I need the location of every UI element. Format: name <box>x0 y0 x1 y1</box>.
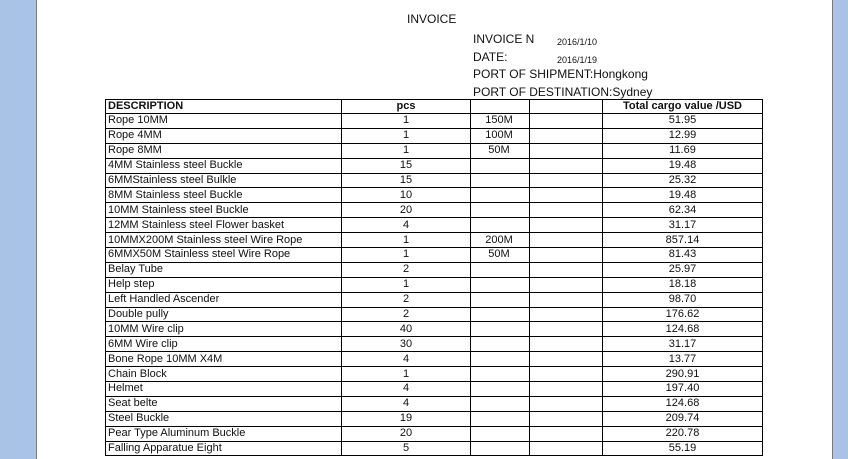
cell-length <box>471 307 530 322</box>
cell-pcs: 1 <box>342 128 471 143</box>
cell-length <box>471 441 530 456</box>
cell-pcs: 15 <box>342 158 471 173</box>
cell-description: Double pully <box>106 307 342 322</box>
cell-total: 209.74 <box>603 411 763 426</box>
cell-total: 31.17 <box>603 337 763 352</box>
table-header-row <box>106 100 763 114</box>
cell-blank <box>530 337 603 352</box>
cell-total: 124.68 <box>603 396 763 411</box>
table-row <box>106 128 763 143</box>
port-of-shipment: PORT OF SHIPMENT:Hongkong <box>473 67 648 81</box>
cell-description: 10MM Wire clip <box>106 322 342 337</box>
cell-blank <box>530 114 603 129</box>
cell-blank <box>530 292 603 307</box>
cell-description: 6MM Wire clip <box>106 337 342 352</box>
cell-length: 50M <box>471 248 530 263</box>
cell-pcs: 10 <box>342 188 471 203</box>
cell-total: 12.99 <box>603 128 763 143</box>
table-row <box>106 203 763 218</box>
header-blank <box>530 100 603 114</box>
cell-total: 25.97 <box>603 262 763 277</box>
cell-description: Falling Apparatue Eight <box>106 441 342 456</box>
table-row <box>106 233 763 248</box>
cell-description: 6MMX50M Stainless steel Wire Rope <box>106 248 342 263</box>
cell-blank <box>530 396 603 411</box>
cell-blank <box>530 128 603 143</box>
cell-description: 10MM Stainless steel Buckle <box>106 203 342 218</box>
cell-pcs: 2 <box>342 307 471 322</box>
port-of-destination: PORT OF DESTINATION:Sydney <box>473 85 653 99</box>
cell-blank <box>530 367 603 382</box>
cell-pcs: 40 <box>342 322 471 337</box>
header-description: DESCRIPTION <box>106 100 342 114</box>
cell-length <box>471 382 530 397</box>
table-row <box>106 426 763 441</box>
cell-blank <box>530 426 603 441</box>
cell-pcs: 20 <box>342 203 471 218</box>
cell-total: 13.77 <box>603 352 763 367</box>
cell-total: 220.78 <box>603 426 763 441</box>
cell-total: 31.17 <box>603 218 763 233</box>
date-value: 2016/1/19 <box>557 55 598 65</box>
cell-pcs: 1 <box>342 277 471 292</box>
cell-total: 18.18 <box>603 277 763 292</box>
cell-length <box>471 292 530 307</box>
cell-blank <box>530 143 603 158</box>
cell-length: 150M <box>471 114 530 129</box>
table-row <box>106 173 763 188</box>
cell-description: 10MMX200M Stainless steel Wire Rope <box>106 233 342 248</box>
cell-length <box>471 203 530 218</box>
cell-pcs: 1 <box>342 233 471 248</box>
cell-pcs: 2 <box>342 262 471 277</box>
cell-length <box>471 188 530 203</box>
cell-pcs: 2 <box>342 292 471 307</box>
cell-pcs: 4 <box>342 396 471 411</box>
cell-total: 51.95 <box>603 114 763 129</box>
table-row <box>106 114 763 129</box>
cell-pcs: 30 <box>342 337 471 352</box>
cell-blank <box>530 188 603 203</box>
cell-blank <box>530 352 603 367</box>
cell-total: 176.62 <box>603 307 763 322</box>
cell-total: 62.34 <box>603 203 763 218</box>
cell-blank <box>530 307 603 322</box>
cell-total: 55.19 <box>603 441 763 456</box>
cell-description: 12MM Stainless steel Flower basket <box>106 218 342 233</box>
cell-total: 197.40 <box>603 382 763 397</box>
cell-description: 8MM Stainless steel Buckle <box>106 188 342 203</box>
cell-description: 4MM Stainless steel Buckle <box>106 158 342 173</box>
cell-total: 98.70 <box>603 292 763 307</box>
cell-description: Rope 4MM <box>106 128 342 143</box>
invoice-number-label: INVOICE N <box>473 32 535 46</box>
cell-length <box>471 173 530 188</box>
cell-length <box>471 322 530 337</box>
table-row <box>106 143 763 158</box>
cell-blank <box>530 248 603 263</box>
cell-length: 200M <box>471 233 530 248</box>
cell-length <box>471 411 530 426</box>
cell-total: 857.14 <box>603 233 763 248</box>
table-row <box>106 322 763 337</box>
cell-blank <box>530 411 603 426</box>
cell-pcs: 1 <box>342 143 471 158</box>
cell-length <box>471 262 530 277</box>
cell-length: 50M <box>471 143 530 158</box>
cell-blank <box>530 322 603 337</box>
cell-description: Seat belte <box>106 396 342 411</box>
cell-blank <box>530 262 603 277</box>
table-row <box>106 307 763 322</box>
cell-total: 124.68 <box>603 322 763 337</box>
table-row <box>106 158 763 173</box>
cell-description: 6MMStainless steel Bulkle <box>106 173 342 188</box>
cargo-table <box>105 99 763 456</box>
table-row <box>106 188 763 203</box>
cell-pcs: 4 <box>342 218 471 233</box>
table-row <box>106 367 763 382</box>
cell-length <box>471 396 530 411</box>
table-row <box>106 248 763 263</box>
cell-description: Rope 8MM <box>106 143 342 158</box>
table-row <box>106 352 763 367</box>
header-pcs: pcs <box>342 100 471 114</box>
cell-description: Bone Rope 10MM X4M <box>106 352 342 367</box>
cell-pcs: 20 <box>342 426 471 441</box>
table-row <box>106 382 763 397</box>
cell-blank <box>530 382 603 397</box>
cell-pcs: 1 <box>342 248 471 263</box>
cell-description: Chain Block <box>106 367 342 382</box>
invoice-title: INVOICE <box>407 12 457 26</box>
invoice-sheet <box>36 0 833 459</box>
table-row <box>106 411 763 426</box>
date-label: DATE: <box>473 50 508 64</box>
cell-pcs: 19 <box>342 411 471 426</box>
cell-blank <box>530 173 603 188</box>
invoice-number-date: 2016/1/10 <box>557 37 598 47</box>
header-length <box>471 100 530 114</box>
cell-length <box>471 367 530 382</box>
cell-blank <box>530 441 603 456</box>
header-total-cargo-value: Total cargo value /USD <box>603 100 763 114</box>
cell-total: 25.32 <box>603 173 763 188</box>
table-row <box>106 396 763 411</box>
cell-pcs: 4 <box>342 382 471 397</box>
cell-description: Left Handled Ascender <box>106 292 342 307</box>
cell-total: 81.43 <box>603 248 763 263</box>
table-row <box>106 262 763 277</box>
cell-pcs: 5 <box>342 441 471 456</box>
cell-blank <box>530 203 603 218</box>
table-row <box>106 277 763 292</box>
cell-blank <box>530 158 603 173</box>
cell-description: Pear Type Aluminum Buckle <box>106 426 342 441</box>
cell-description: Help step <box>106 277 342 292</box>
cell-length: 100M <box>471 128 530 143</box>
cell-description: Steel Buckle <box>106 411 342 426</box>
cell-length <box>471 158 530 173</box>
cell-blank <box>530 277 603 292</box>
cell-length <box>471 426 530 441</box>
cell-length <box>471 337 530 352</box>
table-row <box>106 292 763 307</box>
cell-blank <box>530 218 603 233</box>
cell-length <box>471 218 530 233</box>
cell-total: 19.48 <box>603 158 763 173</box>
cell-length <box>471 277 530 292</box>
cell-length <box>471 352 530 367</box>
table-row <box>106 337 763 352</box>
cell-description: Helmet <box>106 382 342 397</box>
cell-total: 290.91 <box>603 367 763 382</box>
cell-description: Belay Tube <box>106 262 342 277</box>
cell-pcs: 1 <box>342 114 471 129</box>
table-row <box>106 218 763 233</box>
table-row <box>106 441 763 456</box>
cell-blank <box>530 233 603 248</box>
cell-pcs: 15 <box>342 173 471 188</box>
cell-total: 19.48 <box>603 188 763 203</box>
cell-description: Rope 10MM <box>106 114 342 129</box>
cell-pcs: 1 <box>342 367 471 382</box>
cell-pcs: 4 <box>342 352 471 367</box>
cell-total: 11.69 <box>603 143 763 158</box>
